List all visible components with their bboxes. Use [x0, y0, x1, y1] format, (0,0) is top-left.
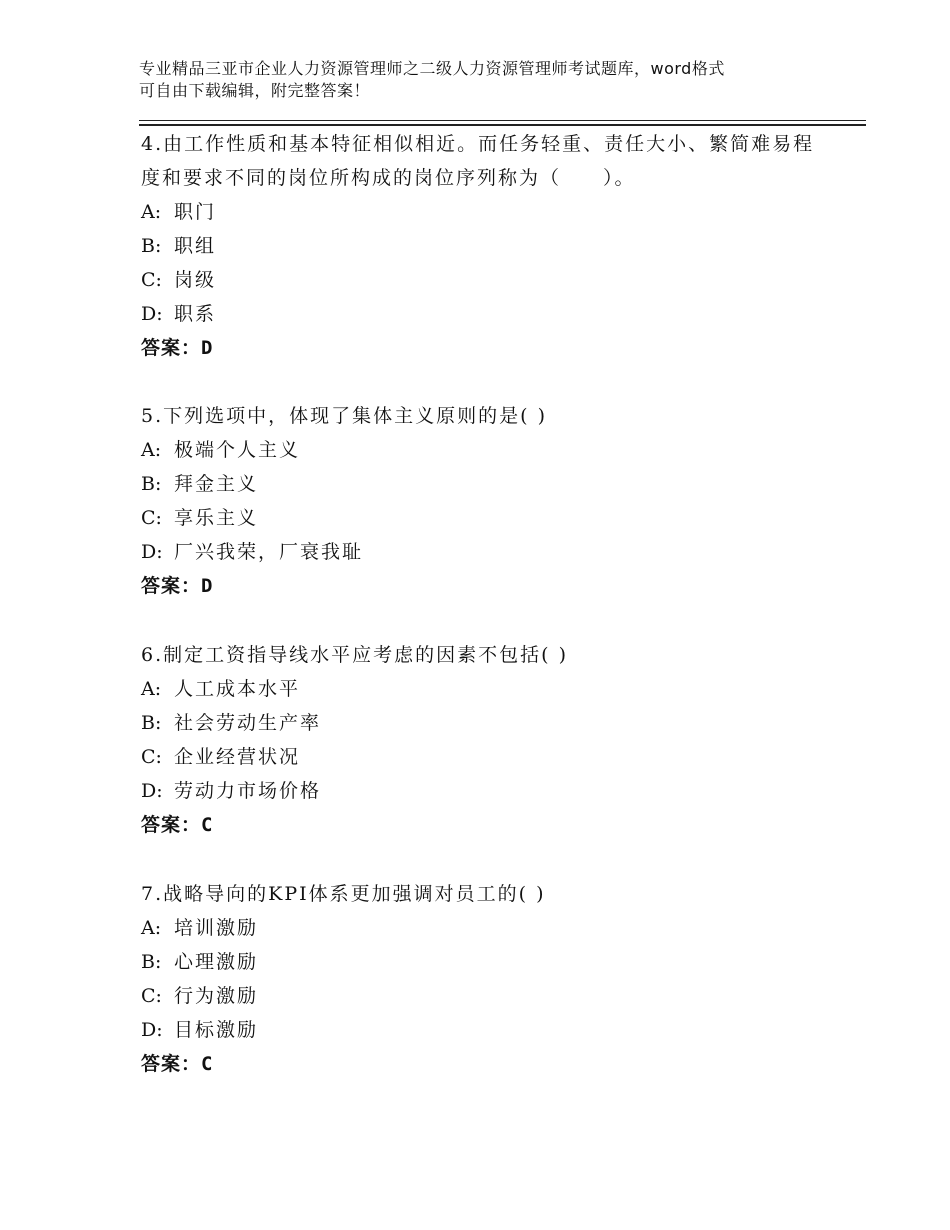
question-4 [141, 127, 821, 365]
option-text: 职门 [174, 201, 217, 223]
option-letter: D: [141, 780, 163, 802]
option-letter: C: [141, 269, 162, 291]
option-b [141, 706, 821, 740]
option-a [141, 433, 821, 467]
question-stem: 6.制定工资指导线水平应考虑的因素不包括( ) [141, 644, 568, 666]
option-letter: C: [141, 746, 162, 768]
option-d [141, 535, 821, 569]
option-letter: B: [141, 473, 162, 495]
option-text: 厂兴我荣，厂衰我耻 [174, 541, 364, 563]
option-text: 岗级 [174, 269, 217, 291]
option-d [141, 774, 821, 808]
answer-value: D [201, 337, 214, 359]
option-a [141, 195, 821, 229]
question-6 [141, 638, 821, 842]
option-text: 目标激励 [174, 1019, 259, 1041]
option-text: 人工成本水平 [174, 678, 301, 700]
option-text: 职组 [174, 235, 217, 257]
answer-label: 答案： [141, 814, 202, 836]
option-letter: A: [141, 678, 162, 700]
option-text: 劳动力市场价格 [174, 780, 322, 802]
header-divider-thin [139, 120, 866, 121]
header-divider-thick [139, 124, 866, 126]
answer-line [141, 331, 821, 365]
option-b [141, 945, 821, 979]
option-d [141, 1013, 821, 1047]
option-a [141, 911, 821, 945]
option-c [141, 979, 821, 1013]
option-text: 职系 [174, 303, 217, 325]
question-5 [141, 399, 821, 603]
option-letter: C: [141, 507, 162, 529]
document-header [139, 58, 839, 102]
option-text: 社会劳动生产率 [174, 712, 322, 734]
option-letter: A: [141, 917, 162, 939]
header-line-1: 专业精品三亚市企业人力资源管理师之二级人力资源管理师考试题库，word格式 [139, 59, 725, 78]
option-text: 享乐主义 [174, 507, 259, 529]
option-b [141, 467, 821, 501]
option-letter: A: [141, 201, 162, 223]
option-c [141, 501, 821, 535]
answer-label: 答案： [141, 337, 202, 359]
option-letter: D: [141, 303, 163, 325]
option-letter: B: [141, 712, 162, 734]
answer-value: D [201, 575, 214, 597]
answer-line [141, 808, 821, 842]
option-text: 培训激励 [174, 917, 259, 939]
option-d [141, 297, 821, 331]
option-letter: D: [141, 1019, 163, 1041]
option-text: 拜金主义 [174, 473, 259, 495]
option-letter: B: [141, 235, 162, 257]
option-letter: C: [141, 985, 162, 1007]
answer-label: 答案： [141, 1053, 202, 1075]
option-c [141, 263, 821, 297]
option-text: 极端个人主义 [174, 439, 301, 461]
option-text: 行为激励 [174, 985, 259, 1007]
option-letter: B: [141, 951, 162, 973]
question-stem: 7.战略导向的KPI体系更加强调对员工的( ) [141, 883, 546, 905]
answer-value: C [201, 814, 214, 836]
option-c [141, 740, 821, 774]
question-stem: 5.下列选项中，体现了集体主义原则的是( ) [141, 405, 547, 427]
question-7 [141, 877, 821, 1081]
header-line-2: 可自由下载编辑，附完整答案！ [139, 81, 371, 100]
option-b [141, 229, 821, 263]
answer-line [141, 1047, 821, 1081]
option-a [141, 672, 821, 706]
question-stem: 4.由工作性质和基本特征相似相近。而任务轻重、责任大小、繁简难易程度和要求不同的岗位所构成的岗位序列称为（ ）。 [141, 133, 815, 189]
option-letter: A: [141, 439, 162, 461]
answer-value: C [201, 1053, 214, 1075]
option-text: 企业经营状况 [174, 746, 301, 768]
answer-line [141, 569, 821, 603]
option-letter: D: [141, 541, 163, 563]
option-text: 心理激励 [174, 951, 259, 973]
answer-label: 答案： [141, 575, 202, 597]
